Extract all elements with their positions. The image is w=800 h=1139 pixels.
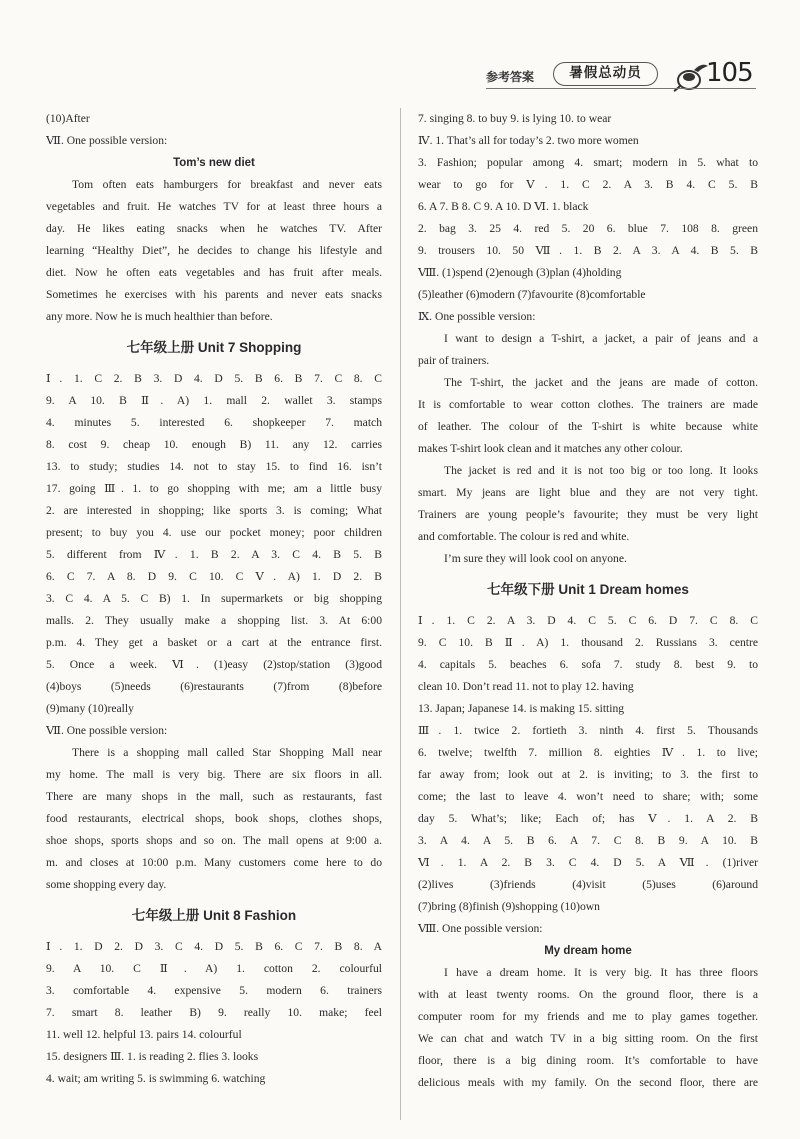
text-line: some shopping every day. <box>46 878 167 891</box>
text-line: (5)leather (6)modern (7)favourite (8)comfortable <box>418 288 646 301</box>
text-line: 6. twelve; twelfth 7. million 8. eighties Ⅳ. 1. to live; <box>418 746 758 759</box>
text-line: computer room for my friends and me to play games together. <box>418 1010 758 1023</box>
text-line: come; the last to leave 4. won’t need to share; with; some <box>418 790 758 803</box>
text-line: 11. well 12. helpful 13. pairs 14. colourful <box>46 1028 242 1041</box>
text-line: There is a shopping mall called Star Shopping Mall near <box>72 746 382 759</box>
page-number: 105 <box>706 58 753 88</box>
text-line: Ⅶ. One possible version: <box>46 724 168 737</box>
text-line: far away from; look out at 2. is inviting; to 3. the first to <box>418 768 758 781</box>
text-line: 15. designers Ⅲ. 1. is reading 2. flies 3. looks <box>46 1050 259 1063</box>
text-line: 13. to study; studies 14. not to stay 15. to find 16. isn’t <box>46 460 382 473</box>
text-line: There are many shops in the mall, such as restaurants, fast <box>46 790 382 803</box>
text-line: (2)lives (3)friends (4)visit (5)uses (6)around <box>418 878 758 891</box>
text-line: Ⅳ. 1. That’s all for today’s 2. two more women <box>418 134 639 147</box>
text-line: learning “Healthy Diet”, he decides to change his lifestyle and <box>46 244 382 257</box>
text-line: 3. Fashion; popular among 4. smart; modern in 5. what to <box>418 156 758 169</box>
text-line: my home. The mall is very big. There are six floors in all. <box>46 768 382 781</box>
text-line: wear to go for Ⅴ. 1. C 2. A 3. B 4. C 5. B <box>418 178 758 191</box>
text-line: Ⅶ. One possible version: <box>46 134 168 147</box>
text-line: day. He likes eating snacks when he watches TV. After <box>46 222 382 235</box>
text-line: smart. My jeans are light blue and they are not very tight. <box>418 486 758 499</box>
text-line: I want to design a T-shirt, a jacket, a pair of jeans and a <box>444 332 758 345</box>
column-divider <box>400 108 401 1120</box>
text-line: Ⅰ. 1. D 2. D 3. C 4. D 5. B 6. C 7. B 8. A <box>46 940 382 953</box>
text-line: Sometimes he exercises with his parents and never eats snacks <box>46 288 382 301</box>
essay-title: My dream home <box>544 945 632 957</box>
text-line: 5. different from Ⅳ. 1. B 2. A 3. C 4. B 5. B <box>46 548 382 561</box>
text-line: (4)boys (5)needs (6)restaurants (7)from (8)before <box>46 680 382 693</box>
text-line: day 5. What’s; like; Each of; has Ⅴ. 1. A 2. B <box>418 812 758 825</box>
answer-key-label: 参考答案 <box>486 70 535 84</box>
text-line: diet. Now he often eats vegetables and has fruit after meals. <box>46 266 382 279</box>
text-line: Ⅷ. (1)spend (2)enough (3)plan (4)holding <box>418 266 622 279</box>
text-line: makes T-shirt look clean and it matches any other colour. <box>418 442 683 455</box>
text-line: (7)bring (8)finish (9)shopping (10)own <box>418 900 600 913</box>
text-line: clean 10. Don’t read 11. not to play 12. having <box>418 680 634 693</box>
text-line: m. and closes at 10:00 p.m. Many customers come here to do <box>46 856 382 869</box>
text-line: delicious meals with my family. On the second floor, there are <box>418 1076 758 1089</box>
text-line: 9. A 10. B Ⅱ. A) 1. mall 2. wallet 3. stamps <box>46 394 382 407</box>
text-line: (10)After <box>46 112 90 125</box>
text-line: 5. Once a week. Ⅵ. (1)easy (2)stop/station (3)good <box>46 658 382 671</box>
text-line: pair of trainers. <box>418 354 490 367</box>
text-line: 2. are interested in shopping; like sports 3. is coming; What <box>46 504 382 517</box>
header-rule <box>486 88 756 89</box>
text-line: 6. C 7. A 8. D 9. C 10. C Ⅴ. A) 1. D 2. B <box>46 570 382 583</box>
text-line: Ⅸ. One possible version: <box>418 310 536 323</box>
text-line: 7. singing 8. to buy 9. is lying 10. to wear <box>418 112 612 125</box>
text-line: Ⅰ. 1. C 2. B 3. D 4. D 5. B 6. B 7. C 8. C <box>46 372 382 385</box>
text-line: malls. 2. They usually make a shopping list. 3. At 6:00 <box>46 614 382 627</box>
text-line: 4. wait; am writing 5. is swimming 6. watching <box>46 1072 266 1085</box>
text-line: floor, there is a big dining room. It’s comfortable to have <box>418 1054 758 1067</box>
text-line: food restaurants, electrical shops, book shops, clothes shops, <box>46 812 382 825</box>
text-line: 3. A 4. A 5. B 6. A 7. C 8. B 9. A 10. B <box>418 834 758 847</box>
text-line: 3. C 4. A 5. C B) 1. In supermarkets or big shopping <box>46 592 382 605</box>
left-column <box>46 108 382 1090</box>
page-header <box>0 58 800 94</box>
book-title: 暑假总动员 <box>553 62 658 86</box>
text-line: 8. cost 9. cheap 10. enough B) 11. any 12. carries <box>46 438 382 451</box>
text-line: p.m. 4. They get a basket or a cart at the entrance first. <box>46 636 382 649</box>
text-line: (9)many (10)really <box>46 702 134 715</box>
section-heading: 七年级下册 Unit 1 Dream homes <box>487 582 689 597</box>
text-line: Ⅲ. 1. twice 2. fortieth 3. ninth 4. first 5. Thousands <box>418 724 758 737</box>
text-line: with at least twenty rooms. On the ground floor, there is a <box>418 988 758 1001</box>
text-line: 17. going Ⅲ. 1. to go shopping with me; am a little busy <box>46 482 382 495</box>
text-line: The T-shirt, the jacket and the jeans are made of cotton. <box>444 376 758 389</box>
text-line: Tom often eats hamburgers for breakfast and never eats <box>72 178 382 191</box>
text-line: The jacket is red and it is not too big or too long. It looks <box>444 464 758 477</box>
text-line: I’m sure they will look cool on anyone. <box>444 552 627 565</box>
text-line: I have a dream home. It is very big. It has three floors <box>444 966 758 979</box>
text-line: any more. Now he is much healthier than before. <box>46 310 273 323</box>
text-line: 4. capitals 5. beaches 6. sofa 7. study 8. best 9. to <box>418 658 758 671</box>
text-line: Ⅰ. 1. C 2. A 3. D 4. C 5. C 6. D 7. C 8. C <box>418 614 758 627</box>
text-line: of leather. The colour of the T-shirt is white because white <box>418 420 758 433</box>
text-line: 9. trousers 10. 50 Ⅶ. 1. B 2. A 3. A 4. B 5. B <box>418 244 758 257</box>
section-heading: 七年级上册 Unit 7 Shopping <box>126 340 302 355</box>
text-line: It is comfortable to wear cotton clothes. The trainers are made <box>418 398 758 411</box>
text-line: 6. A 7. B 8. C 9. A 10. D Ⅵ. 1. black <box>418 200 589 213</box>
text-line: vegetables and fruit. He watches TV for at least three hours a <box>46 200 382 213</box>
right-column <box>418 108 758 1094</box>
text-line: 4. minutes 5. interested 6. shopkeeper 7. match <box>46 416 382 429</box>
text-line: 2. bag 3. 25 4. red 5. 20 6. blue 7. 108 8. green <box>418 222 758 235</box>
text-line: 13. Japan; Japanese 14. is making 15. sitting <box>418 702 625 715</box>
section-heading: 七年级上册 Unit 8 Fashion <box>131 908 297 923</box>
text-line: shoe shops, sports shops and so on. The mall opens at 9:00 a. <box>46 834 382 847</box>
text-line: Ⅷ. One possible version: <box>418 922 543 935</box>
essay-title: Tom’s new diet <box>173 157 255 169</box>
text-line: We can chat and watch TV in a big sitting room. On the first <box>418 1032 758 1045</box>
text-line: and comfortable. The colour is red and white. <box>418 530 630 543</box>
text-line: present; to buy you 4. use our pocket money; poor children <box>46 526 382 539</box>
text-line: 7. smart 8. leather B) 9. really 10. make; feel <box>46 1006 382 1019</box>
text-line: Ⅵ. 1. A 2. B 3. C 4. D 5. A Ⅶ. (1)river <box>418 856 758 869</box>
text-line: Trainers are young people’s favourite; they must be very light <box>418 508 758 521</box>
text-line: 3. comfortable 4. expensive 5. modern 6. trainers <box>46 984 382 997</box>
text-line: 9. C 10. B Ⅱ. A) 1. thousand 2. Russians 3. centre <box>418 636 758 649</box>
text-line: 9. A 10. C Ⅱ. A) 1. cotton 2. colourful <box>46 962 382 975</box>
